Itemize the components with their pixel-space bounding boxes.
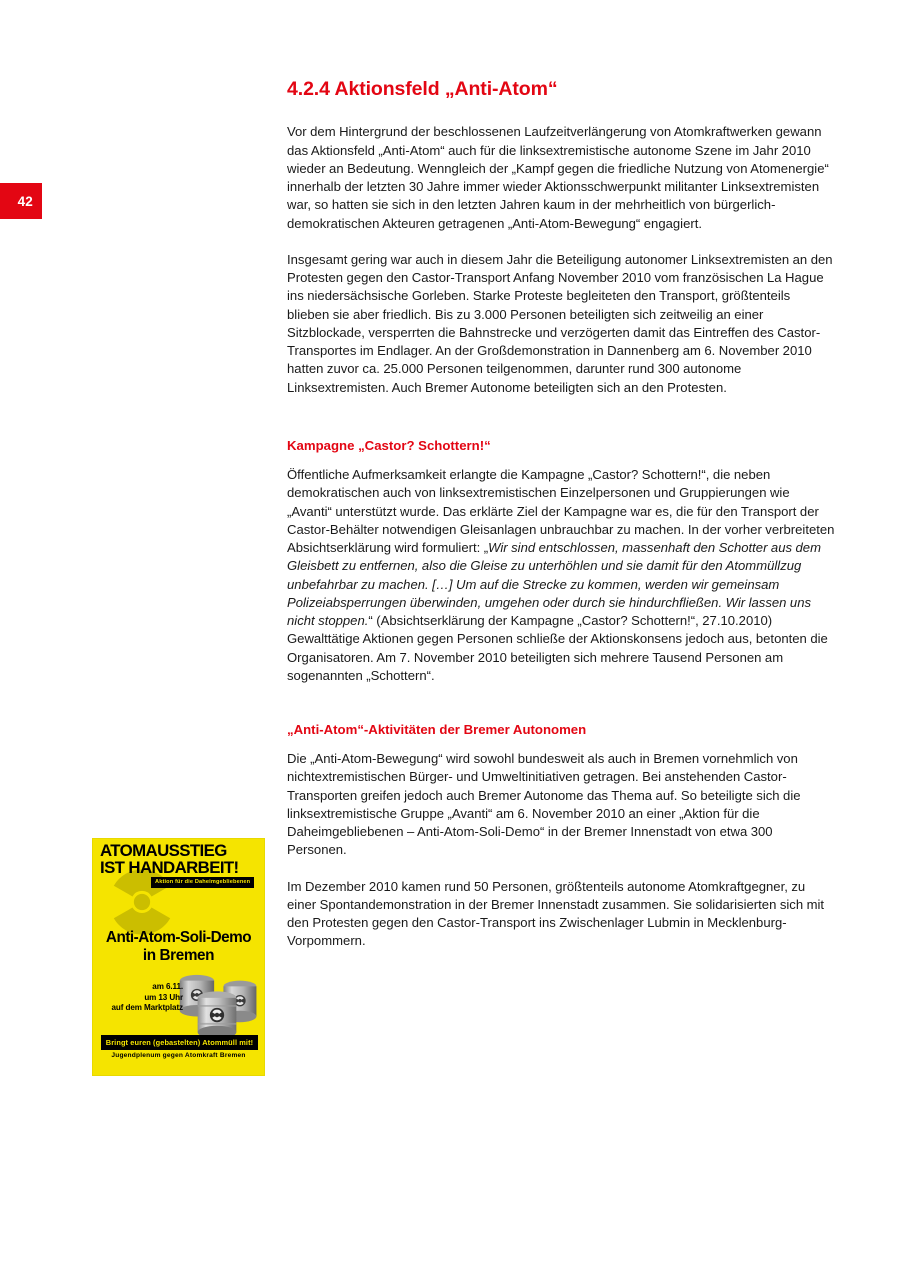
paragraph-kampagne-tail: “ (Absichtserklärung der Kampagne „Castor? Schottern!“, 27.10.2010) Gewalttätige Aktionen gegen Personen schließe der Aktionskonsens jedoch aus, betonten die Organisatoren. Am 7. November 2010 beteiligten sich mehrere Tausend Personen am sogenannten „Schottern“. xyxy=(287,613,828,683)
subheading-anti-atom-aktivitaeten: „Anti-Atom“-Aktivitäten der Bremer Autonomen xyxy=(287,722,587,738)
spacer xyxy=(287,415,835,437)
spacer xyxy=(287,685,835,707)
poster-headline-line2: IST HANDARBEIT! xyxy=(100,858,239,877)
paragraph-castor-protests: Insgesamt gering war auch in diesem Jahr die Beteiligung autonomer Linksextremisten an den Protesten gegen den Castor-Transport Anfang November 2010 vom französischen La Hague ins niedersächsische Gorleben. Starke Proteste begleiteten den Transport, größtenteils blieben sie aber friedlich. Bis zu 3.000 Personen beteiligten sich zeitweilig an einer Sitzblockade, versperrten die Bahnstrecke und verzögerten damit das Eintreffen des Castor-Transportes im Endlager. An der Großdemonstration in Dannenberg am 6. November 2010 hatten zuvor ca. 25.000 Personen teilgenommen, darunter rund 300 autonome Linksextremisten. Auch Bremer Autonome beteiligten sich an den Protesten. xyxy=(287,251,833,395)
poster-call-to-action-strip: Bringt euren (gebastelten) Atommüll mit! xyxy=(101,1035,258,1050)
poster-event-time: um 13 Uhr xyxy=(144,992,183,1002)
poster-inner xyxy=(93,839,264,1075)
poster-event-place: auf dem Marktplatz xyxy=(111,1003,183,1013)
nuclear-waste-barrels-illustration xyxy=(174,969,260,1041)
paragraph-bremer-autonome: Die „Anti-Atom-Bewegung“ wird sowohl bundesweit als auch in Bremen vornehmlich von nichtextremistischen Bürger- und Umweltinitiativen getragen. Bei anstehenden Castor-Transporten greifen jedoch auch Bremer Autonome das Thema auf. So beteiligte sich die linksextremistische Gruppe „Avanti“ am 6. November 2010 an einer „Aktion für die Daheimgebliebenen – Anti-Atom-Soli-Demo“ in der Bremer Innenstadt von etwa 300 Personen. xyxy=(287,751,801,858)
paragraph-intro: Vor dem Hintergrund der beschlossenen Laufzeitverlängerung von Atomkraftwerken gewann das Aktionsfeld „Anti-Atom“ auch für die linksextremistische autonome Szene im Jahr 2010 wieder an Bedeutung. Wenngleich der „Kampf gegen die friedliche Nutzung von Atomenergie“ innerhalb der letzten 30 Jahre immer wieder Aktionsschwerpunkt militanter Linksextremisten war, so hatten sie sich in den letzten Jahren kaum in der mehrheitlich von bürgerlich-demokratischen Akteuren getragenen „Anti-Atom-Bewegung“ engagiert. xyxy=(287,124,829,231)
poster-headline-line1: ATOMAUSSTIEG xyxy=(100,842,227,860)
page-title: 4.2.4 Aktionsfeld „Anti-Atom“ xyxy=(287,78,558,100)
main-text-column xyxy=(287,78,835,969)
paragraph-kampagne xyxy=(287,466,835,685)
subheading-kampagne-castor-schottern: Kampagne „Castor? Schottern!“ xyxy=(287,437,491,453)
paragraph-kampagne-lead: Öffentliche Aufmerksamkeit erlangte die Kampagne „Castor? Schottern!“, die neben demokratischen auch von linksextremistischen Einzelpersonen und Gruppierungen wie „Avanti“ unterstützt wurde. Das erklärte Ziel der Kampagne war es, die für den Transport der Castor-Behälter notwendigen Gleisanlagen unbrauchbar zu machen. In der vorher verbreiteten Absichtserklärung wird formuliert: „ xyxy=(287,467,835,556)
poster-organizer: Jugendplenum gegen Atomkraft Bremen xyxy=(111,1052,246,1059)
poster-image-anti-atom-soli-demo xyxy=(92,838,265,1076)
poster-main-line1: Anti-Atom-Soli-Demo xyxy=(105,929,252,946)
poster-main-title xyxy=(93,929,264,965)
poster-headline xyxy=(100,843,260,876)
spacer xyxy=(287,707,835,721)
paragraph-dezember-2010: Im Dezember 2010 kamen rund 50 Personen, größtenteils autonome Atomkraftgegner, zu einer Spontandemonstration in der Bremer Innenstadt zusammen. Sie solidarisierten sich mit den Protesten gegen den Castor-Transport ins Zwischenlager Lubmin in Mecklenburg-Vorpommern. xyxy=(287,878,825,949)
poster-event-details xyxy=(103,982,183,1014)
page-number-badge xyxy=(0,183,42,219)
poster-main-line2: in Bremen xyxy=(142,947,215,964)
page-number: 42 xyxy=(17,193,33,209)
poster-banner-aktion: Aktion für die Daheimgebliebenen xyxy=(151,877,254,888)
poster-event-date: am 6.11. xyxy=(152,982,183,991)
quote-absichtserklaerung: Wir sind entschlossen, massenhaft den Schotter aus dem Gleisbett zu entfernen, also die Gleise zu unterhöhlen und sie damit für den Atommüllzug unbefahrbar zu machen. […] Um auf die Strecke zu kommen, werden wir gemeinsam Polizeiabsperrungen überwinden, umgehen oder durch sie hindurchfließen. Wir lassen uns nicht stoppen. xyxy=(287,540,822,629)
